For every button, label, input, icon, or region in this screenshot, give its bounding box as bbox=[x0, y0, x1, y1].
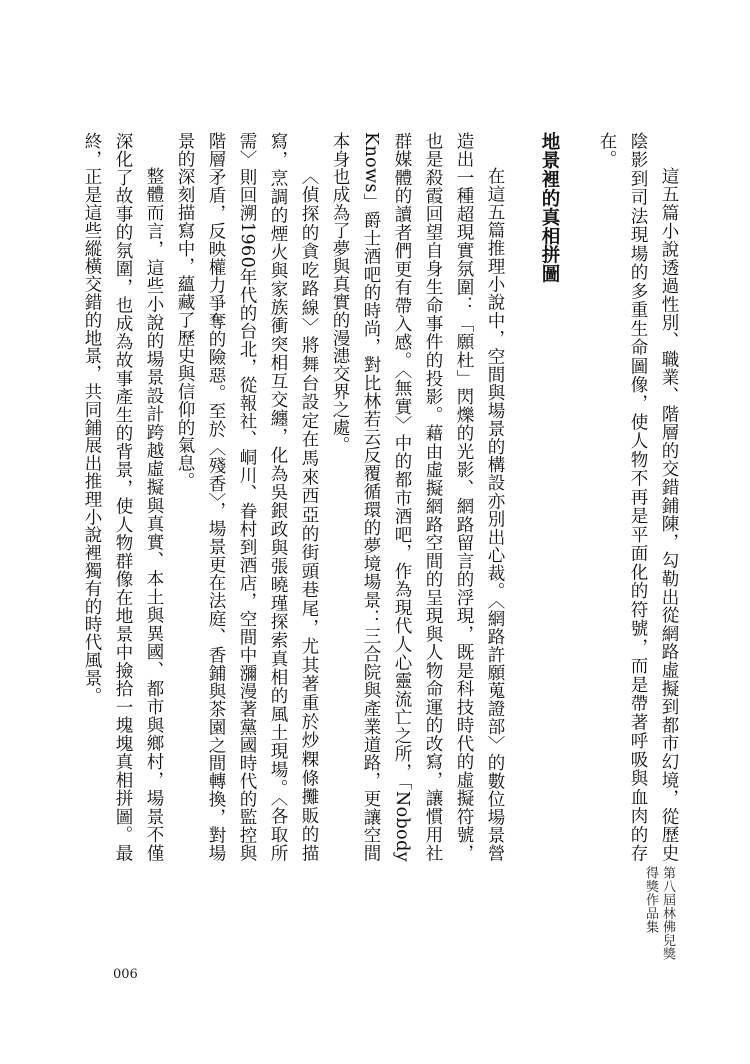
section-heading: 地景裡的真相拼圖 bbox=[539, 132, 560, 284]
page-number: 006 bbox=[113, 967, 138, 982]
running-head-line-1: 第八屆林佛兒獎 bbox=[660, 866, 675, 961]
body-paragraph-1: 在這五篇推理小說中，空間與場景的構設亦別出心裁。〈網路許願蒐證部〉的數位場景營造出一種超現實氛圍：「願杜」閃爍的光影、網路留言的浮現，既是科技時代的虛擬符號，也是殺霞回望自身生命事件的投影。藉由虛擬網路空間的呈現與人物命運的改寫，讓慣用社群媒體的讀者們更有帶入感。〈無實〉中的都市酒吧，作為現代人心靈流亡之所，「Nobody Knows」爵士酒吧的時尚，對比林若云反覆循環的夢境場景：三合院與產業道路，更讓空間本身也成為了夢與真實的漫漶交界之處。 bbox=[330, 132, 505, 862]
running-head bbox=[642, 866, 676, 961]
intro-paragraph: 這五篇小說透過性別、職業、階層的交錯鋪陳，勾勒出從網路虛擬到都市幻境，從歷史陰影到司法現場的多重生命圖像，使人物不再是平面化的符號，而是帶著呼吸與血肉的存在。 bbox=[597, 132, 679, 862]
body-paragraph-3: 整體而言，這些小說的場景設計跨越虛擬與真實、本土與異國、都市與鄉村，場景不僅深化了故事的氛圍，也成為故事產生的背景，使人物群像在地景中撿拾一塊塊真相拼圖。最終，正是這些縱橫交錯的地景，共同鋪展出推理小說裡獨有的時代風景。 bbox=[82, 132, 164, 862]
main-text bbox=[76, 132, 684, 862]
running-head-line-2: 得獎作品集 bbox=[643, 866, 658, 934]
body-paragraph-2: 〈偵探的貪吃路線〉將舞台設定在馬來西亞的街頭巷尾，尤其著重於炒粿條攤販的描寫，烹調的煙火與家族衝突相互交纏，化為吳銀政與張曉瑾探索真相的風土現場。〈各取所需〉則回溯1960年代的台北，從報社、峒川、眷村到酒店，空間中瀰漫著黨國時代的監控與階層矛盾，反映權力爭奪的險惡。至於〈殘香〉，場景更在法庭、香鋪與茶園之間轉換，對場景的深刻描寫中，蘊藏了歷史與信仰的氣息。 bbox=[175, 132, 319, 862]
